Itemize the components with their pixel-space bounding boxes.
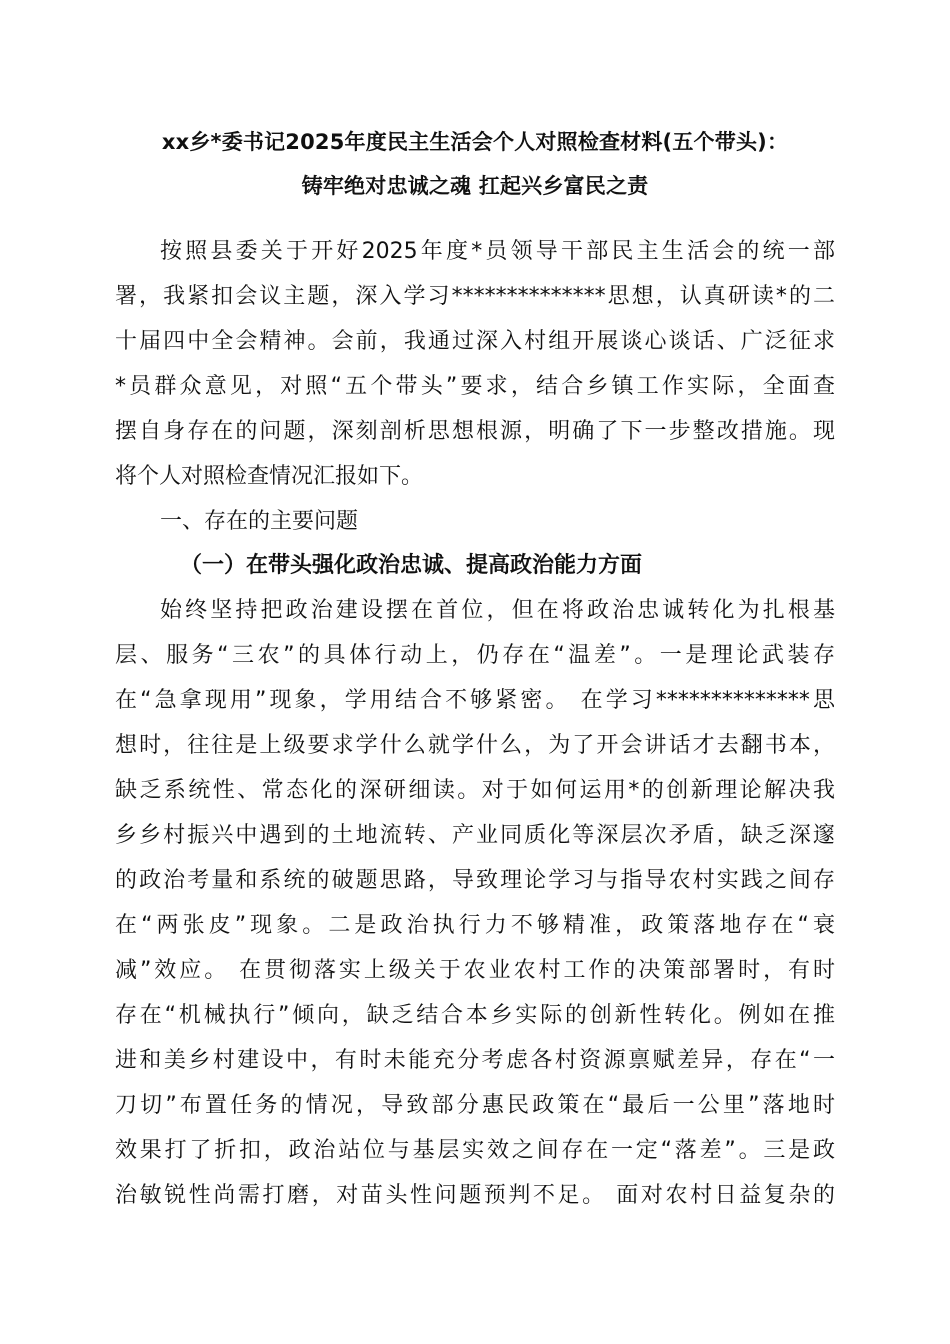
body-line: 效果打了折扣，政治站位与基层实效之间存在一定“落差”。三是政 (115, 1138, 835, 1163)
intro-line: 署，我紧扣会议主题，深入学习**************思想，认真研读*的二 (115, 284, 835, 309)
document-title-line-2: 铸牢绝对忠诚之魂 扛起兴乡富民之责 (301, 174, 649, 198)
body-line: 治敏锐性尚需打磨，对苗头性问题预判不足。 面对农村日益复杂的 (115, 1183, 835, 1208)
intro-line: 按照县委关于开好2025年度*员领导干部民主生活会的统一部 (160, 239, 835, 264)
body-line: 缺乏系统性、常态化的深研细读。对于如何运用*的创新理论解决我 (115, 778, 835, 803)
subsection-heading: （一）在带头强化政治忠诚、提高政治能力方面 (180, 553, 643, 578)
body-line: 在“两张皮”现象。二是政治执行力不够精准，政策落地存在“衰 (115, 913, 835, 938)
body-line: 乡乡村振兴中遇到的土地流转、产业同质化等深层次矛盾，缺乏深邃 (115, 823, 835, 848)
intro-line: 十届四中全会精神。会前，我通过深入村组开展谈心谈话、广泛征求 (115, 329, 835, 354)
body-line: 减”效应。 在贯彻落实上级关于农业农村工作的决策部署时，有时 (115, 958, 835, 983)
body-line: 进和美乡村建设中，有时未能充分考虑各村资源禀赋差异，存在“一 (115, 1048, 835, 1073)
body-line: 在“急拿现用”现象，学用结合不够紧密。 在学习**************思 (115, 688, 835, 713)
body-line: 想时，往往是上级要求学什么就学什么，为了开会讲话才去翻书本， (115, 733, 835, 758)
body-line: 层、服务“三农”的具体行动上，仍存在“温差”。一是理论武装存 (115, 643, 835, 668)
intro-line: *员群众意见，对照“五个带头”要求，结合乡镇工作实际，全面查 (115, 374, 835, 399)
intro-line: 摆自身存在的问题，深刻剖析思想根源，明确了下一步整改措施。现 (115, 419, 835, 444)
document-title-line-1: xx乡*委书记2025年度民主生活会个人对照检查材料(五个带头)： (161, 130, 789, 154)
body-line: 的政治考量和系统的破题思路，导致理论学习与指导农村实践之间存 (115, 868, 835, 893)
section-heading: 一、存在的主要问题 (160, 509, 359, 534)
body-line: 存在“机械执行”倾向，缺乏结合本乡实际的创新性转化。例如在推 (115, 1003, 835, 1028)
body-line: 刀切”布置任务的情况，导致部分惠民政策在“最后一公里”落地时 (115, 1093, 835, 1118)
intro-line: 将个人对照检查情况汇报如下。 (115, 464, 424, 489)
body-line: 始终坚持把政治建设摆在首位，但在将政治忠诚转化为扎根基 (160, 598, 835, 623)
